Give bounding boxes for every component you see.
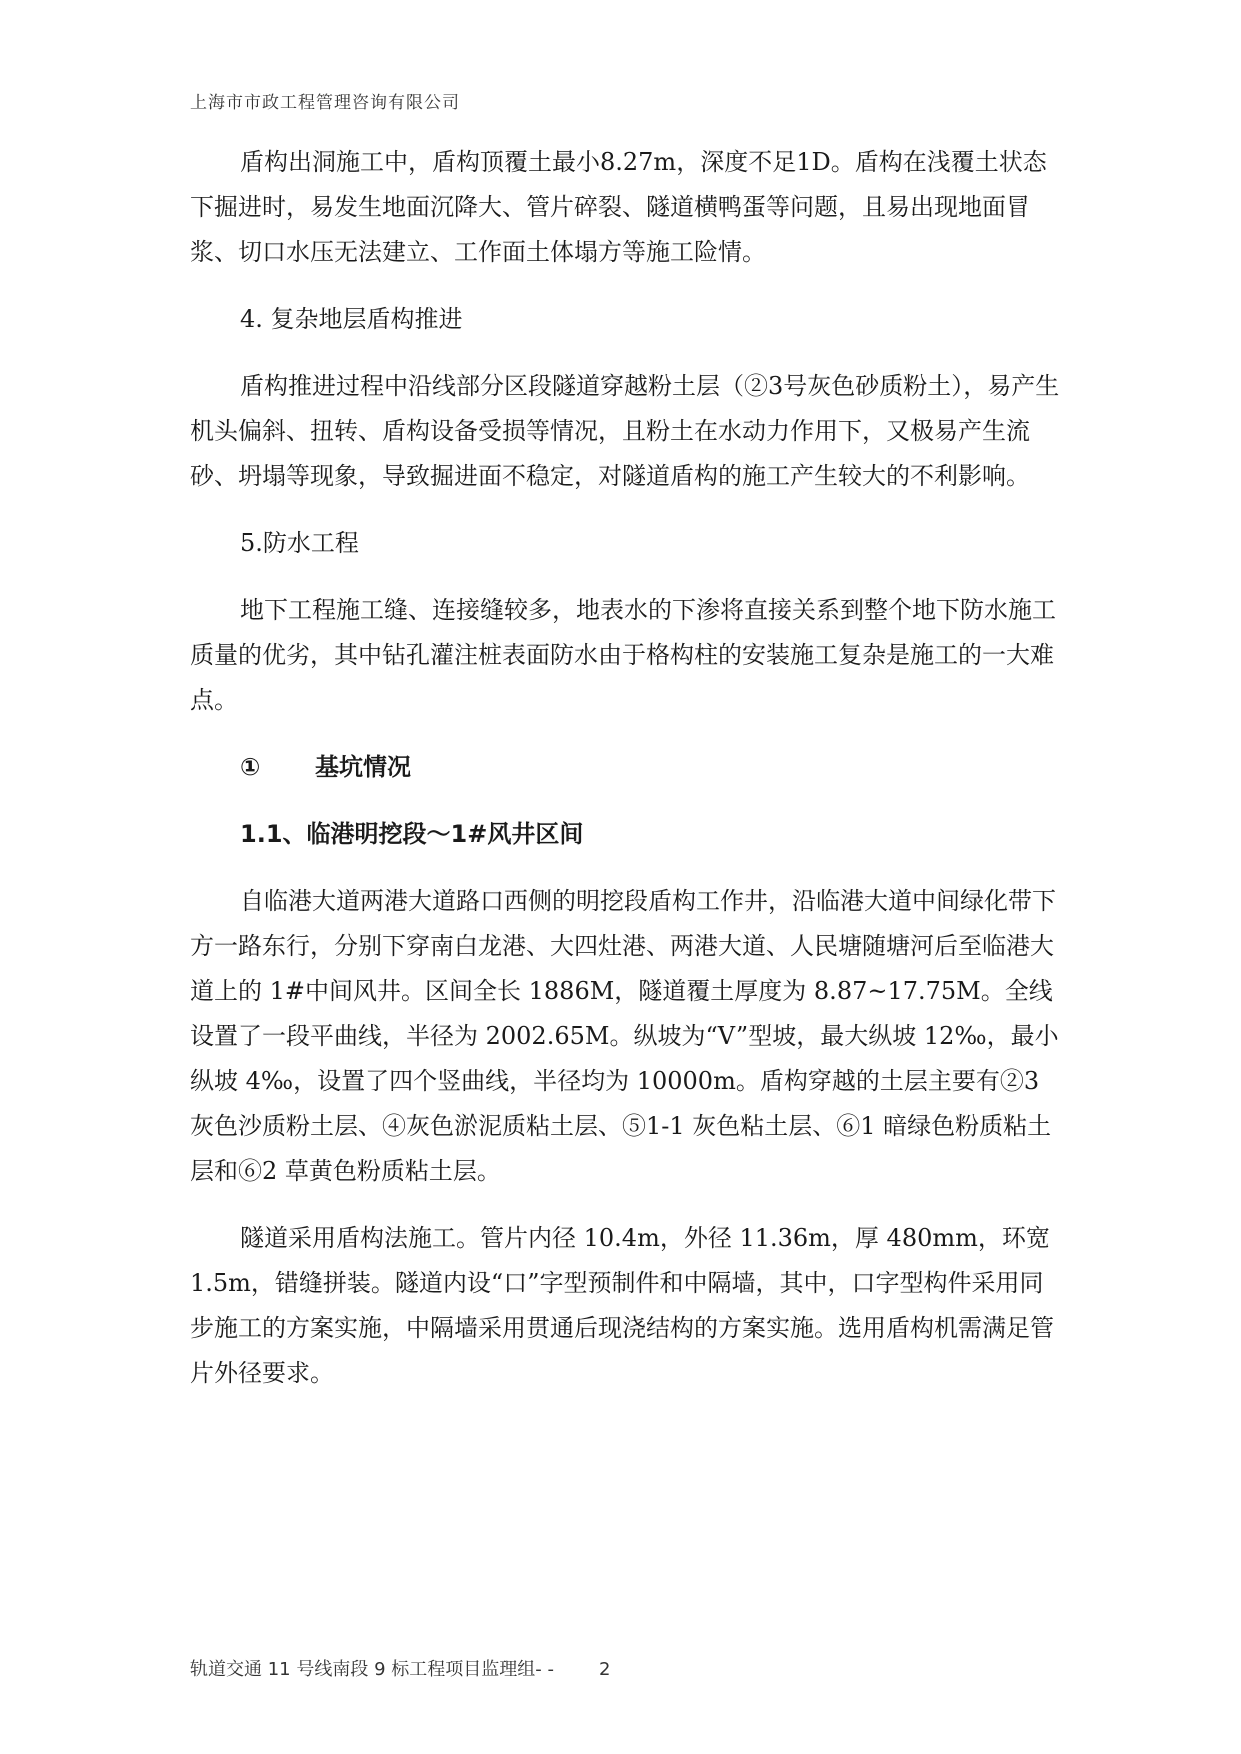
document-body [190, 140, 1060, 1418]
paragraph-waterproofing: 地下工程施工缝、连接缝较多，地表水的下渗将直接关系到整个地下防水施工质量的优劣，其中钻孔灌注桩表面防水由于格构柱的安装施工复杂是施工的一大难点。 [190, 596, 1056, 714]
page-footer [190, 1655, 610, 1681]
heading-complex-strata: 4. 复杂地层盾构推进 [240, 305, 463, 333]
paragraph-tunnel-method: 隧道采用盾构法施工。管片内径 10.4m，外径 11.36m，厚 480mm，环宽 1.5m，错缝拼装。隧道内设“口”字型预制件和中隔墙，其中，口字型构件采用同步施工的方案实施，中隔墙采用贯通后现浇结构的方案实施。选用盾构机需满足管片外径要求。 [190, 1224, 1054, 1387]
section-heading-foundation-pit [190, 745, 1060, 790]
section-title: 基坑情况 [315, 753, 411, 781]
section-number: ① [240, 753, 261, 781]
subsection-heading-lingang: 1.1、临港明挖段～1#风井区间 [240, 820, 584, 848]
page-header-company: 上海市市政工程管理咨询有限公司 [190, 93, 460, 113]
page-number: 2 [598, 1659, 611, 1680]
paragraph-interval-description: 自临港大道两港大道路口西侧的明挖段盾构工作井，沿临港大道中间绿化带下方一路东行，分别下穿南白龙港、大四灶港、两港大道、人民塘随塘河后至临港大道上的 1#中间风井。区间全长 1886M，隧道覆土厚度为 8.87~17.75M。全线设置了一段平曲线，半径为 2002.65M。纵坡为“V”型坡，最大纵坡 12‰，最小纵坡 4‰，设置了四个竖曲线，半径均为 10000m。盾构穿越的土层主要有②3 灰色沙质粉土层、④灰色淤泥质粘土层、⑤1-1 灰色粘土层、⑥1 暗绿色粉质粘土层和⑥2 草黄色粉质粘土层。 [190, 887, 1059, 1185]
paragraph-shield-launch: 盾构出洞施工中，盾构顶覆土最小8.27m，深度不足1D。盾构在浅覆土状态下掘进时，易发生地面沉降大、管片碎裂、隧道横鸭蛋等问题，且易出现地面冒浆、切口水压无法建立、工作面土体塌方等施工险情。 [190, 148, 1047, 266]
footer-project-label: 轨道交通 11 号线南段 9 标工程项目监理组- - [190, 1659, 554, 1680]
heading-waterproofing: 5.防水工程 [240, 529, 359, 557]
paragraph-shield-advance: 盾构推进过程中沿线部分区段隧道穿越粉土层（②3号灰色砂质粉土），易产生机头偏斜、扭转、盾构设备受损等情况，且粉土在水动力作用下，又极易产生流砂、坍塌等现象，导致掘进面不稳定，对隧道盾构的施工产生较大的不利影响。 [190, 372, 1060, 490]
